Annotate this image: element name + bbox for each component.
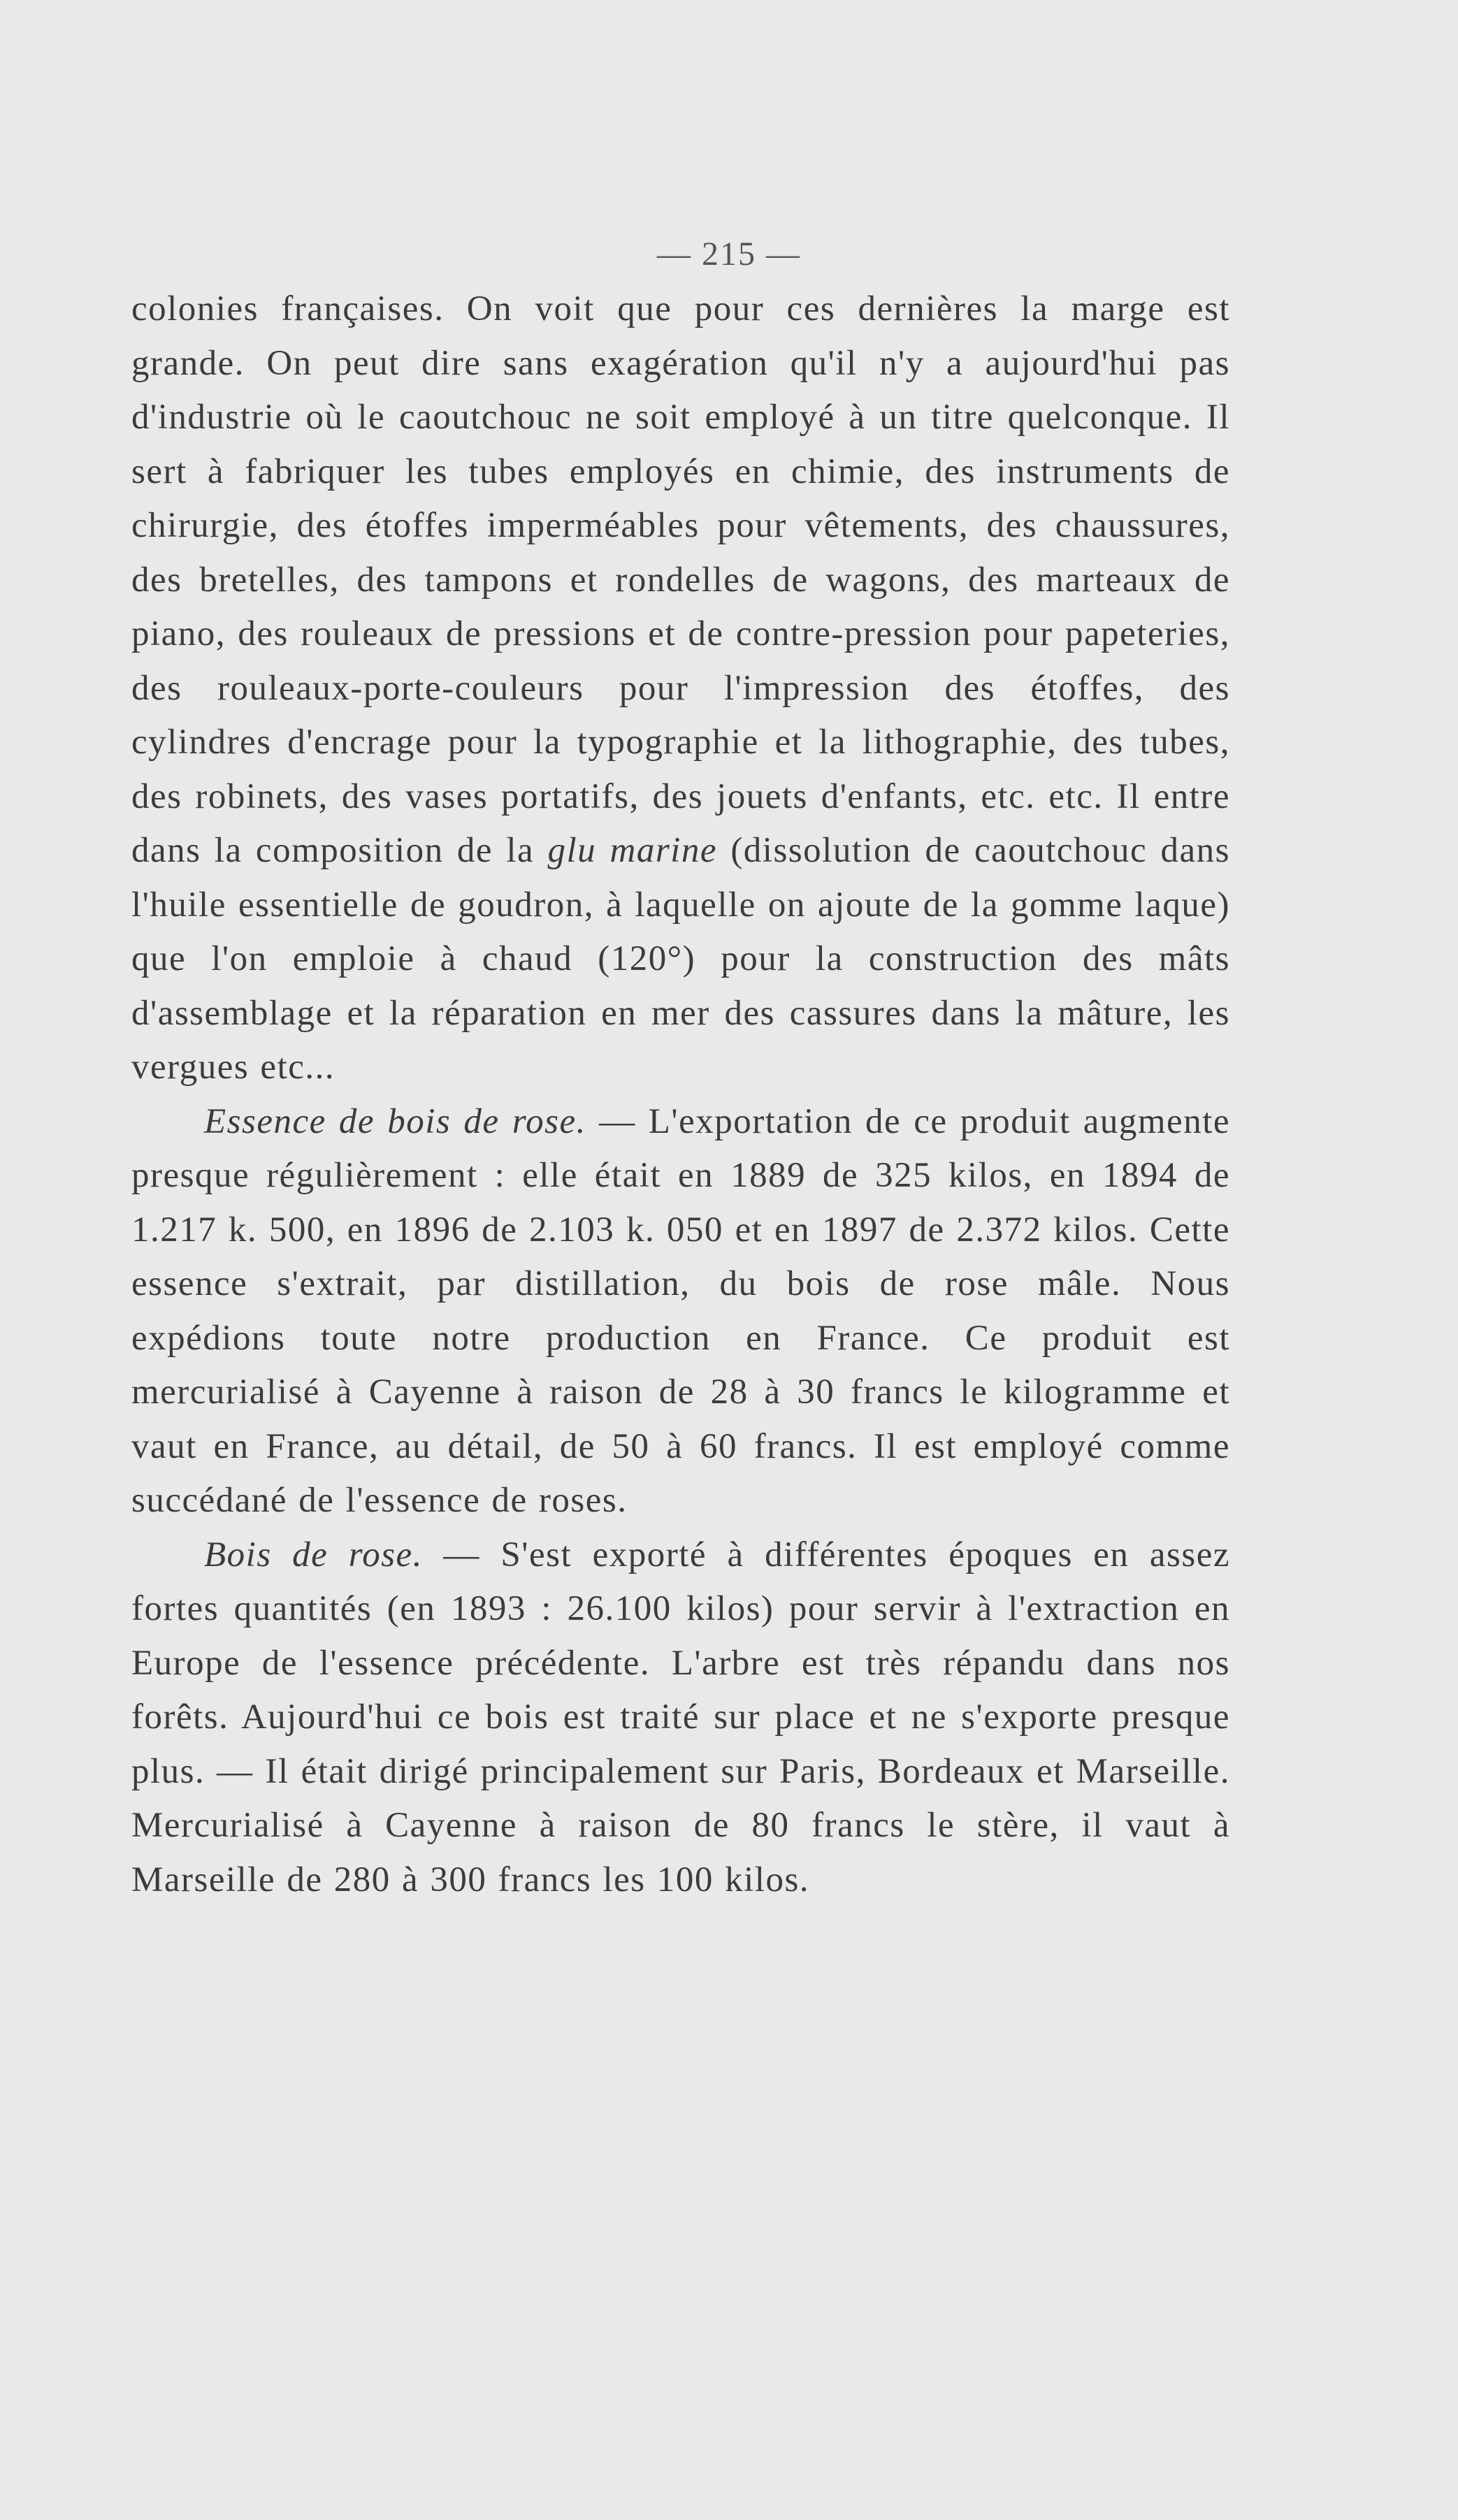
paragraph-caoutchouc — [131, 282, 1230, 1095]
section-heading: Bois de rose. — [204, 1535, 423, 1574]
italic-term: glu marine — [547, 831, 717, 870]
page-number: — 215 — — [657, 236, 801, 273]
page-body — [131, 282, 1230, 1907]
paragraph-essence-bois-de-rose — [131, 1095, 1230, 1528]
paragraph-text: — S'est exporté à différentes époques en assez fortes quantités (en 1893 : 26.100 kilos) pour servir à l'extraction en Europe de l'essence précédente. L'arbre est très répandu dans nos forêts. Aujourd'hui ce bois est traité sur place et ne s'exporte presque plus. — Il était dirigé principalement sur Paris, Bordeaux et Marseille. Mercurialisé à Cayenne à raison de 80 francs le stère, il vaut à Marseille de 280 à 300 francs les 100 kilos. — [131, 1535, 1231, 1899]
paragraph-bois-de-rose — [131, 1528, 1230, 1908]
paragraph-text: — L'exportation de ce produit augmente presque régulièrement : elle était en 1889 de 325 kilos, en 1894 de 1.217 k. 500, en 1896 de 2.103 k. 050 et en 1897 de 2.372 kilos. Cette essence s'extrait, par distillation, du bois de rose mâle. Nous expédions toute notre production en France. Ce produit est mercurialisé à Cayenne à raison de 28 à 30 francs le kilogramme et vaut en France, au détail, de 50 à 60 francs. Il est employé comme succédané de l'essence de roses. — [131, 1101, 1230, 1520]
section-heading: Essence de bois de rose. — [204, 1101, 586, 1141]
paragraph-text: colonies françaises. On voit que pour ces dernières la marge est grande. On peut dire sans exagération qu'il n'y a aujourd'hui pas d'industrie où le caoutchouc ne soit employé à un titre quelconque. Il sert à fabriquer les tubes employés en chimie, des instruments de chirurgie, des étoffes imperméables pour vêtements, des chaussures, des bretelles, des tampons et rondelles de wagons, des marteaux de piano, des rouleaux de pressions et de contre-pression pour papeteries, des rouleaux-porte-couleurs pour l'impression des étoffes, des cylindres d'encrage pour la typographie et la lithographie, des tubes, des robinets, des vases portatifs, des jouets d'enfants, etc. etc. Il entre dans la composition de la — [131, 289, 1230, 870]
paragraph-text-continued: (dissolution de caoutchouc dans l'huile essentielle de goudron, à laquelle on ajoute de la gomme laque) que l'on emploie à chaud (120°) pour la construction des mâts d'assemblage et la réparation en mer des cassures dans la mâture, les vergues etc... — [131, 831, 1230, 1087]
